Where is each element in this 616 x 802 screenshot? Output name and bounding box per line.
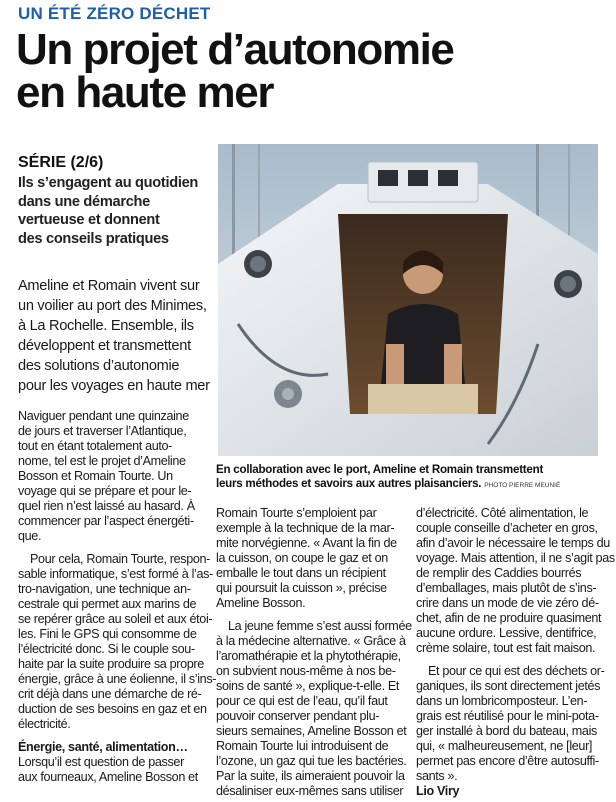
body-line: duction de ses besoins en gaz et en xyxy=(18,702,207,716)
body-column-3 xyxy=(416,506,615,799)
caption-line: En collaboration avec le port, Ameline et Romain transmettent xyxy=(216,463,544,476)
body-line: tout en étant totalement auto- xyxy=(18,439,173,453)
body-line: quel rien n’est laissé au hasard. À xyxy=(18,499,195,513)
body-column-2 xyxy=(216,506,412,799)
body-line: Romain Tourte lui introduisent de xyxy=(216,739,389,753)
body-line: exemple à la technique de la mar- xyxy=(216,521,395,535)
body-line: La jeune femme s’est aussi formée xyxy=(228,619,412,633)
series-label: SÉRIE (2/6) xyxy=(18,154,104,171)
caption-line xyxy=(216,477,611,493)
body-line: Bosson et Romain Tourte. Un xyxy=(18,469,173,483)
body-line: afin d’avoir le nécessaire le temps du xyxy=(416,536,610,550)
body-line: cestrale qui permet aux marins de xyxy=(18,597,197,611)
caption-text: leurs méthodes et savoirs aux autres plaisanciers. xyxy=(216,477,482,490)
body-line: soins de santé », explique-t-elle. Et xyxy=(216,679,400,693)
body-line: aucune ordure. Lessive, dentifrice, xyxy=(416,626,597,640)
paragraph-gap xyxy=(416,656,608,664)
lead-paragraph xyxy=(18,276,213,396)
body-line: l’électricité donc. Si le couple sou- xyxy=(18,642,195,656)
lead-line: Ameline et Romain vivent sur xyxy=(18,278,200,294)
body-line: Naviguer pendant une quinzaine xyxy=(18,409,189,423)
deck xyxy=(18,174,213,248)
photo-caption xyxy=(216,463,611,493)
body-line: qui, « malheureusement, ne [leur] xyxy=(416,739,593,753)
body-line: voyage qui se prépare et pour le- xyxy=(18,484,192,498)
body-line: Romain Tourte s’emploient par xyxy=(216,506,377,520)
body-line: commencer par l’aspect énergéti- xyxy=(18,514,194,528)
lead-line: des solutions d’autonomie xyxy=(18,358,180,374)
headline-line: Un projet d’autonomie xyxy=(16,25,454,74)
article-photo xyxy=(218,144,598,456)
body-line: crit déjà dans une démarche de ré- xyxy=(18,687,202,701)
body-line: sants ». xyxy=(416,769,458,783)
lead-line: un voilier au port des Minimes, xyxy=(18,298,207,314)
body-line: Et pour ce qui est des déchets or- xyxy=(428,664,605,678)
body-line: à la médecine alternative. « Grâce à xyxy=(216,634,406,648)
body-line: la cuisson, on coupe le gaz et on xyxy=(216,551,388,565)
deck-line: dans une démarche xyxy=(18,193,150,210)
body-line: ger installé à bord du bateau, mais xyxy=(416,724,597,738)
deck-line: des conseils pratiques xyxy=(18,230,169,247)
author-byline: Lio Viry xyxy=(416,784,460,798)
body-line: les. Fini le GPS qui consomme de xyxy=(18,627,197,641)
photo-illustration xyxy=(218,144,598,456)
section-kicker: UN ÉTÉ ZÉRO DÉCHET xyxy=(18,4,211,23)
photo-credit: PHOTO PIERRE MEUNIÉ xyxy=(484,482,561,489)
body-line: crème solaire, tout est fait maison. xyxy=(416,641,596,655)
body-line: de jours et traverser l’Atlantique, xyxy=(18,424,187,438)
body-line: Par la suite, ils aimeraient pouvoir la xyxy=(216,769,405,783)
body-line: chet, afin de ne produire quasiment xyxy=(416,611,602,625)
body-line: on subvient nous-même à nos be- xyxy=(216,664,396,678)
lead-line: développent et transmettent xyxy=(18,338,191,354)
deck-line: vertueuse et donnent xyxy=(18,212,160,229)
body-line: d’électricité. Côté alimentation, le xyxy=(416,506,589,520)
body-line: se repérer grâce au soleil et aux étoi- xyxy=(18,612,213,626)
body-line: énergie, grâce à une éolienne, il s’ins- xyxy=(18,672,217,686)
body-line: dans un lombricomposteur. L’en- xyxy=(416,694,588,708)
headline xyxy=(16,25,606,117)
body-line: emballe le tout dans un récipient xyxy=(216,566,386,580)
body-line: grais est réutilisé pour le mini-pota- xyxy=(416,709,599,723)
body-line: mite norvégienne. « Avant la fin de xyxy=(216,536,397,550)
body-line: sable informatique, s’est formé à l’as- xyxy=(18,567,213,581)
body-line: désaliniser eux-mêmes sans utiliser xyxy=(216,784,404,798)
body-line: tro-navigation, une technique an- xyxy=(18,582,191,596)
lead-line: pour les voyages en haute mer xyxy=(18,378,210,394)
paragraph-gap xyxy=(18,544,208,552)
body-line: ganiques, ils sont directement jetés xyxy=(416,679,601,693)
headline-line: en haute mer xyxy=(16,68,274,117)
body-line: de remplir des Caddies bourrés xyxy=(416,566,582,580)
body-line: nome, tel est le projet d’Ameline xyxy=(18,454,186,468)
body-line: l’aromathérapie et la phytothérapie, xyxy=(216,649,401,663)
body-line: voyage. Mais attention, il ne s’agit pas xyxy=(416,551,615,565)
body-line: crire dans un mode de vie zéro dé- xyxy=(416,596,599,610)
body-line: électricité. xyxy=(18,717,71,731)
body-line: Lorsqu’il est question de passer xyxy=(18,755,184,769)
body-line: aux fourneaux, Ameline Bosson et xyxy=(18,770,198,784)
paragraph-gap xyxy=(18,732,208,740)
body-line: Pour cela, Romain Tourte, respon- xyxy=(30,552,211,566)
body-subhead: Énergie, santé, alimentation… xyxy=(18,740,188,754)
body-line: pouvoir conserver pendant plu- xyxy=(216,709,380,723)
body-line: Ameline Bosson. xyxy=(216,596,306,610)
body-line: d’emballages, mais plutôt de s’ins- xyxy=(416,581,597,595)
lead-line: à La Rochelle. Ensemble, ils xyxy=(18,318,194,334)
body-line: permet pas encore d’être autosuffi- xyxy=(416,754,599,768)
body-line: sieurs semaines, Ameline Bosson et xyxy=(216,724,407,738)
deck-line: Ils s’engagent au quotidien xyxy=(18,175,199,191)
body-line: que. xyxy=(18,529,42,543)
body-line: l’ozone, un gaz qui tue les bactéries. xyxy=(216,754,407,768)
body-line: pour ce qui est de l’eau, qu’il faut xyxy=(216,694,388,708)
body-line: qui poursuit la cuisson », précise xyxy=(216,581,387,595)
paragraph-gap xyxy=(216,611,406,619)
body-line: couple conseille d’acheter en gros, xyxy=(416,521,598,535)
body-line: haite par la suite produire sa propre xyxy=(18,657,204,671)
body-column-1 xyxy=(18,409,217,785)
